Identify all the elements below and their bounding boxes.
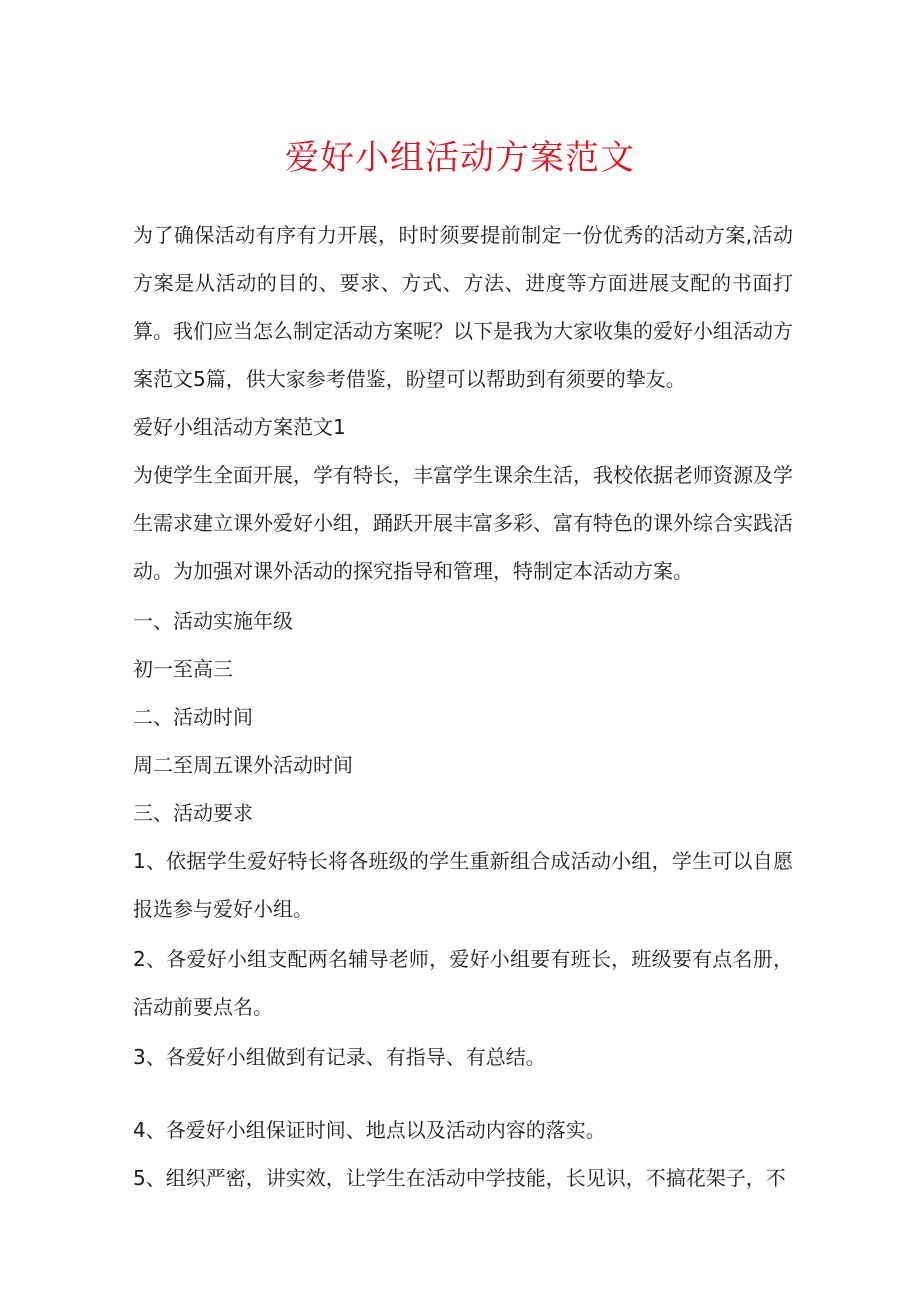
heading-requirements: 三、活动要求 [133, 801, 253, 825]
requirement-item-4: 4、各爱好小组保证时间、地点以及活动内容的落实。 [133, 1118, 606, 1142]
requirement-item-3: 3、各爱好小组做到有记录、有指导、有总结。 [133, 1045, 546, 1069]
heading-time: 二、活动时间 [133, 705, 253, 729]
requirement-item-2: 2、各爱好小组支配两名辅导老师，爱好小组要有班长，班级要有点名册，活动前要点名。 [133, 947, 793, 1019]
document-title: 爱好小组活动方案范文 [285, 138, 635, 178]
requirement-item-1: 1、依据学生爱好特长将各班级的学生重新组合成活动小组，学生可以自愿报选参与爱好小组。 [133, 849, 793, 921]
requirement-item-5: 5、组织严密，讲实效，让学生在活动中学技能，长见识，不搞花架子，不 [133, 1166, 786, 1190]
section-intro-paragraph: 为使学生全面开展，学有特长，丰富学生课余生活，我校依据老师资源及学生需求建立课外爱好小组，踊跃开展丰富多彩、富有特色的课外综合实践活动。为加强对课外活动的探究指导和管理，特制定本活动方案。 [133, 463, 793, 583]
heading-grade: 一、活动实施年级 [133, 609, 293, 633]
section-heading: 爱好小组活动方案范文1 [133, 415, 346, 439]
intro-paragraph: 为了确保活动有序有力开展，时时须要提前制定一份优秀的活动方案,活动方案是从活动的目的、要求、方式、方法、进度等方面进展支配的书面打算。我们应当怎么制定活动方案呢？以下是我为大家收集的爱好小组活动方案范文5篇，供大家参考借鉴，盼望可以帮助到有须要的挚友。 [133, 223, 793, 391]
grade-text: 初一至高三 [133, 657, 233, 681]
time-text: 周二至周五课外活动时间 [133, 753, 353, 777]
